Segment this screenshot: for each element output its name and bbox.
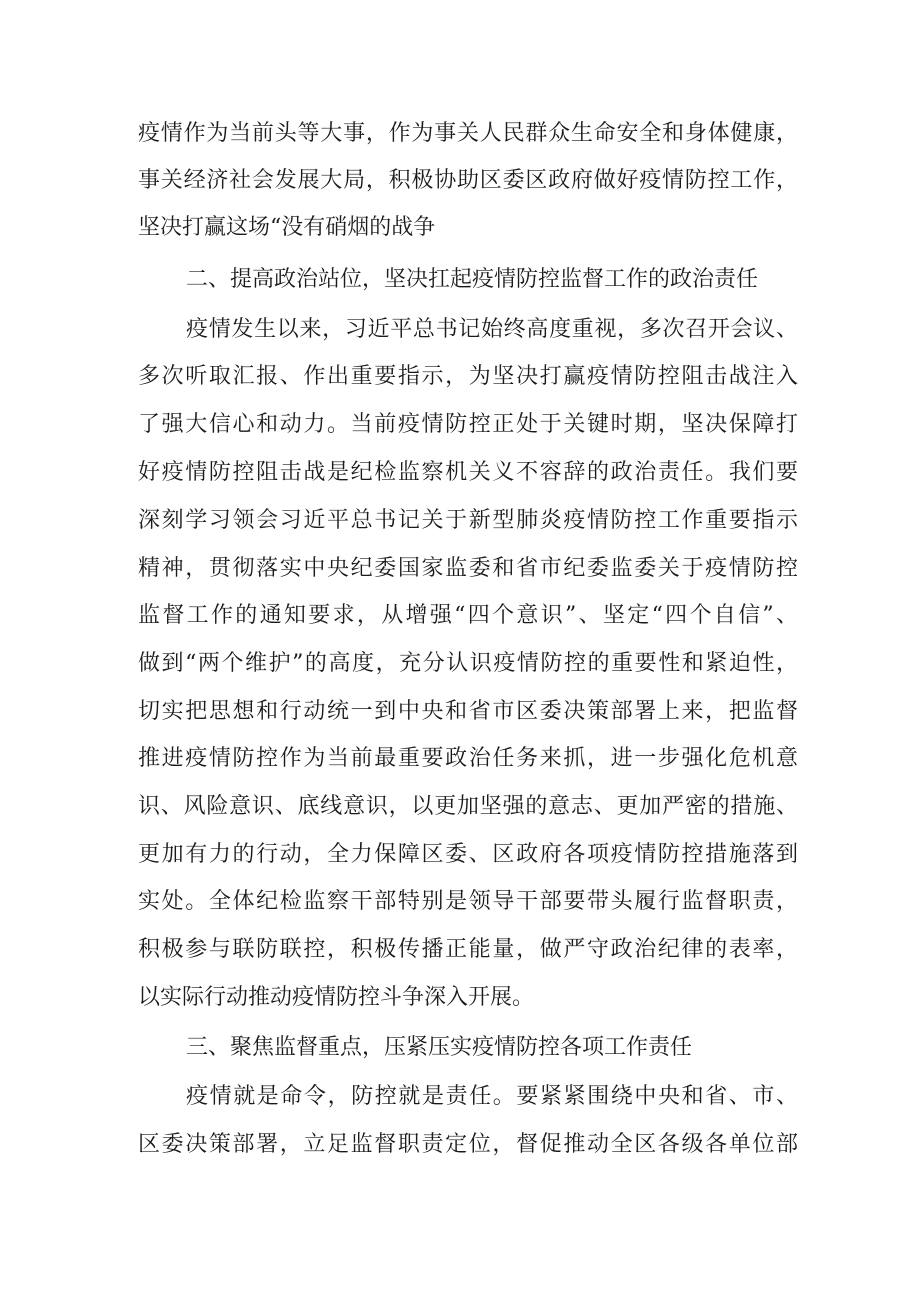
paragraph-line: 了强大信心和动力。当前疫情防控正处于关键时期，坚决保障打 (138, 412, 798, 437)
paragraph-line: 以实际行动推动疫情防控斗争深入开展。 (138, 985, 535, 1010)
paragraph-line: 监督工作的通知要求，从增强“四个意识”、坚定“四个自信”、 (138, 603, 798, 628)
paragraph-line: 区委决策部署，立足监督职责定位，督促推动全区各级各单位部 (138, 1132, 798, 1157)
paragraph-line: 推进疫情防控作为当前最重要政治任务来抓，进一步强化危机意 (138, 746, 798, 771)
paragraph-line: 识、风险意识、底线意识，以更加坚强的意志、更加严密的措施、 (138, 794, 798, 819)
section-heading-3: 三、聚焦监督重点，压紧压实疫情防控各项工作责任 (186, 1035, 693, 1060)
paragraph-line: 好疫情防控阻击战是纪检监察机关义不容辞的政治责任。我们要 (138, 460, 798, 485)
section-heading-2: 二、提高政治站位，坚决扛起疫情防控监督工作的政治责任 (186, 267, 759, 292)
paragraph-line: 疫情作为当前头等大事，作为事关人民群众生命安全和身体健康， (138, 121, 798, 146)
paragraph-line: 疫情就是命令，防控就是责任。要紧紧围绕中央和省、市、 (186, 1084, 798, 1109)
paragraph-line: 实处。全体纪检监察干部特别是领导干部要带头履行监督职责， (138, 889, 798, 914)
paragraph-line: 精神，贯彻落实中央纪委国家监委和省市纪委监委关于疫情防控 (138, 556, 798, 581)
paragraph-line: 更加有力的行动，全力保障区委、区政府各项疫情防控措施落到 (138, 842, 798, 867)
paragraph-line: 切实把思想和行动统一到中央和省市区委决策部署上来，把监督 (138, 699, 798, 724)
paragraph-line: 深刻学习领会习近平总书记关于新型肺炎疫情防控工作重要指示 (138, 508, 798, 533)
paragraph-line: 坚决打赢这场“没有硝烟的战争 (138, 215, 436, 240)
paragraph-line: 积极参与联防联控，积极传播正能量，做严守政治纪律的表率， (138, 937, 798, 962)
paragraph-line: 疫情发生以来，习近平总书记始终高度重视，多次召开会议、 (186, 317, 798, 342)
paragraph-line: 做到“两个维护”的高度，充分认识疫情防控的重要性和紧迫性， (138, 651, 798, 676)
paragraph-line: 事关经济社会发展大局，积极协助区委区政府做好疫情防控工作， (138, 168, 798, 193)
paragraph-line: 多次听取汇报、作出重要指示，为坚决打赢疫情防控阻击战注入 (138, 364, 798, 389)
